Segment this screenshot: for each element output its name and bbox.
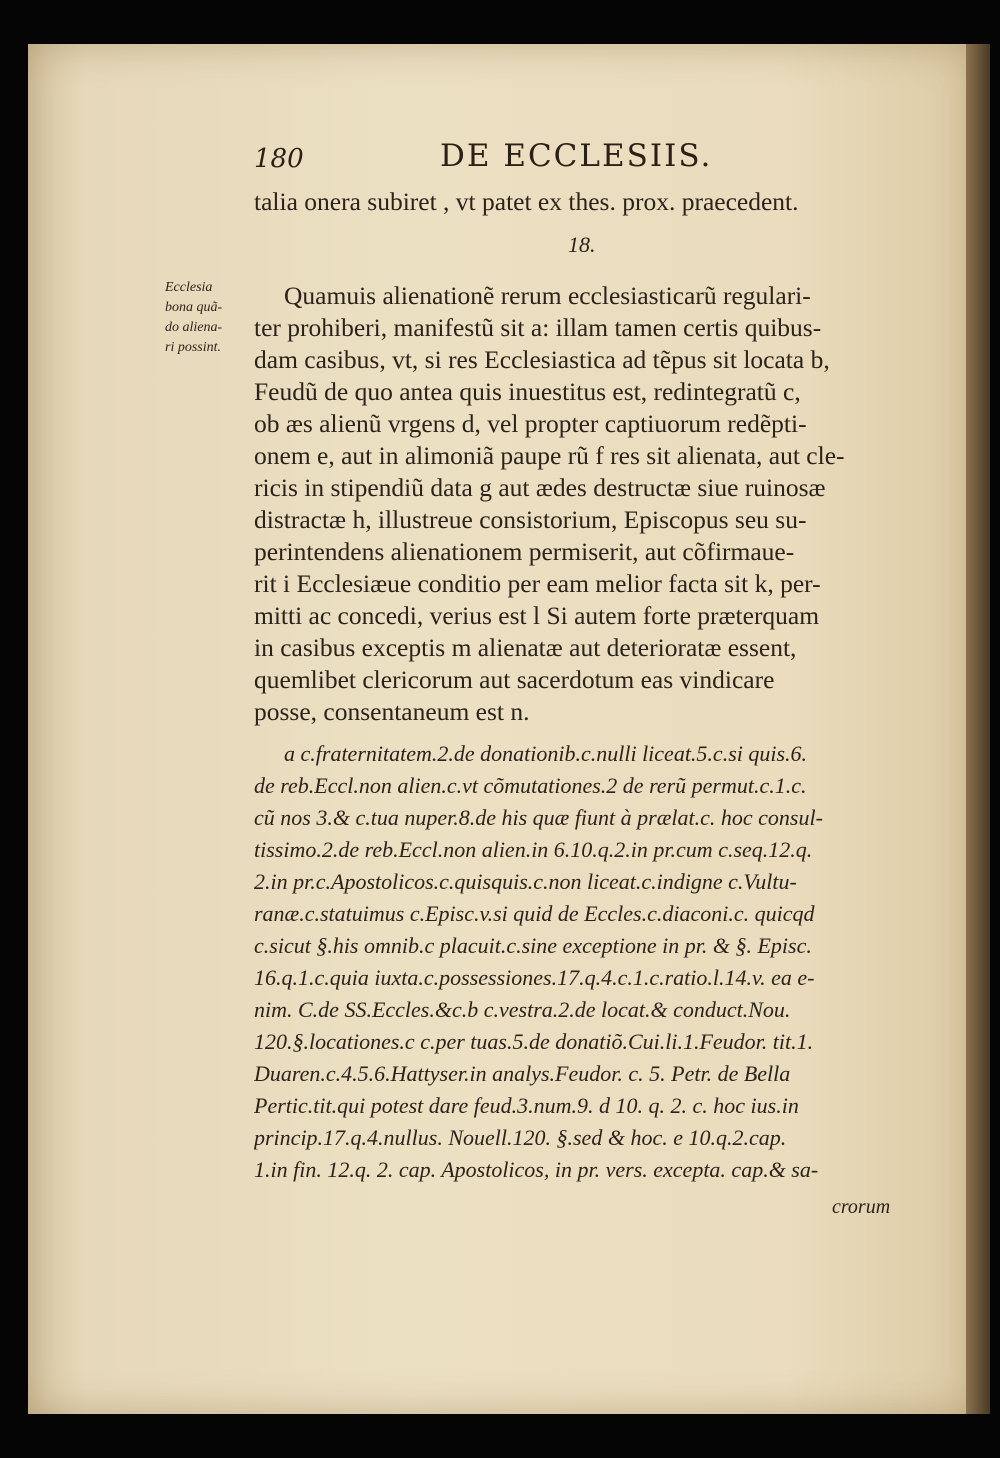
body-line: ricis in stipendiũ data g aut ædes destructæ siue ruinosæ [254, 473, 826, 502]
marginal-note [165, 278, 245, 358]
catchword: crorum [832, 1196, 891, 1218]
body-line: perintendens alienationem permiserit, aut cõfirmaue- [254, 537, 795, 566]
marginal-note-line: do aliena- [165, 320, 223, 335]
footnote-line: c.sicut §.his omnib.c placuit.c.sine exceptione in pr. & §. Episc. [254, 933, 812, 958]
folio-number: 180 [254, 144, 304, 174]
marginal-note-line: Ecclesia [165, 280, 213, 295]
marginal-note-line: bona quã- [165, 300, 223, 315]
body-line: in casibus exceptis m alienatæ aut deterioratæ essent, [254, 633, 797, 662]
footnote-line: Pertic.tit.qui potest dare feud.3.num.9. d 10. q. 2. c. hoc ius.in [254, 1093, 799, 1118]
footnote-line: a c.fraternitatem.2.de donationib.c.nulli liceat.5.c.si quis.6. [284, 741, 808, 766]
body-line: rit i Ecclesiæue conditio per eam melior facta sit k, per- [254, 569, 821, 598]
footnote-line: Duaren.c.4.5.6.Hattyser.in analys.Feudor. c. 5. Petr. de Bella [254, 1061, 791, 1086]
body-line: ob æs alienũ vrgens d, vel propter captiuorum redẽpti- [254, 409, 807, 438]
page-header [254, 138, 914, 182]
body-line: dam casibus, vt, si res Ecclesiastica ad tẽpus sit locata b, [254, 345, 830, 374]
body-line: distractæ h, illustreue consistorium, Episcopus seu su- [254, 505, 807, 534]
body-line: Feudũ de quo antea quis inuestitus est, redintegratũ c, [254, 377, 801, 406]
footnote-line: cũ nos 3.& c.tua nuper.8.de his quæ fiunt à prælat.c. hoc consul- [254, 805, 823, 830]
footnote-line: 120.§.locationes.c c.per tuas.5.de donatiõ.Cui.li.1.Feudor. tit.1. [254, 1029, 814, 1054]
continuation-line: talia onera subiret , vt patet ex thes. prox. praecedent. [254, 187, 799, 216]
body-line: quemlibet clericorum aut sacerdotum eas vindicare [254, 665, 775, 694]
body-line: mitti ac concedi, verius est l Si autem forte præterquam [254, 601, 820, 630]
running-head: DE ECCLESIIS. [440, 138, 713, 174]
footnote-line: nim. C.de SS.Eccles.&c.b c.vestra.2.de locat.& conduct.Nou. [254, 997, 791, 1022]
footnote-line: 2.in pr.c.Apostolicos.c.quisquis.c.non liceat.c.indigne c.Vultu- [254, 869, 797, 894]
body-line: posse, consentaneum est n. [254, 697, 530, 726]
footnote-line: 16.q.1.c.quia iuxta.c.possessiones.17.q.4.c.1.c.ratio.l.14.v. ea e- [254, 965, 815, 990]
body-line: onem e, aut in alimoniã paupe rũ f res sit alienata, aut cle- [254, 441, 845, 470]
footnote-line: 1.in fin. 12.q. 2. cap. Apostolicos, in pr. vers. excepta. cap.& sa- [254, 1157, 819, 1182]
footnote-line: ranæ.c.statuimus c.Episc.v.si quid de Eccles.c.diaconi.c. quicqd [254, 901, 815, 926]
page-gutter [966, 44, 990, 1414]
footnote-line: princip.17.q.4.nullus. Nouell.120. §.sed & hoc. e 10.q.2.cap. [254, 1125, 787, 1150]
body-line: ter prohiberi, manifestũ sit a: illam tamen certis quibus- [254, 313, 822, 342]
footnote-line: de reb.Eccl.non alien.c.vt cõmutationes.2 de rerũ permut.c.1.c. [254, 773, 807, 798]
footnote-line: tissimo.2.de reb.Eccl.non alien.in 6.10.q.2.in pr.cum c.seq.12.q. [254, 837, 813, 862]
body-line: Quamuis alienationẽ rerum ecclesiasticarũ regulari- [284, 281, 811, 310]
thesis-number: 18. [568, 232, 596, 257]
marginal-note-line: ri possint. [165, 340, 222, 355]
